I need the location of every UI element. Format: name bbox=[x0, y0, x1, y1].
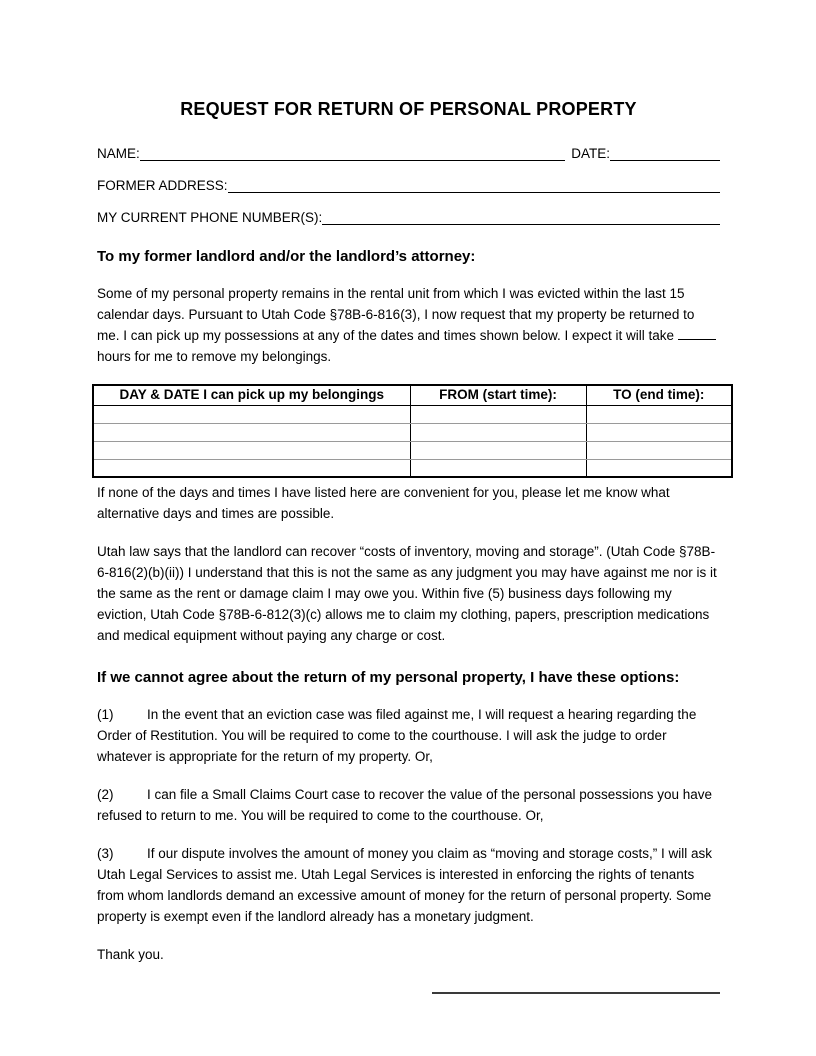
column-header-day-date: DAY & DATE I can pick up my belongings bbox=[93, 385, 410, 405]
name-date-field-row bbox=[97, 146, 720, 161]
pickup-table-row bbox=[93, 405, 732, 423]
option-1-number: (1) bbox=[97, 707, 114, 722]
name-blank-line[interactable] bbox=[140, 146, 565, 161]
intro-paragraph bbox=[97, 283, 720, 367]
signature-blank-line[interactable] bbox=[432, 992, 720, 994]
pickup-table-cell[interactable] bbox=[93, 459, 410, 477]
option-3-paragraph bbox=[97, 843, 720, 927]
alternative-note-paragraph: If none of the days and times I have listed here are convenient for you, please let me know what alternative days and times are possible. bbox=[97, 485, 670, 521]
option-2-text: I can file a Small Claims Court case to recover the value of the personal possessions you have refused to return to me. You will be required to come to the courthouse. Or, bbox=[97, 787, 713, 823]
option-1-paragraph bbox=[97, 704, 720, 767]
pickup-table-row bbox=[93, 459, 732, 477]
page-title: REQUEST FOR RETURN OF PERSONAL PROPERTY bbox=[180, 99, 637, 119]
pickup-table-body bbox=[93, 405, 732, 477]
option-2-number: (2) bbox=[97, 787, 114, 802]
pickup-schedule-table bbox=[92, 384, 733, 478]
option-2-paragraph bbox=[97, 784, 720, 826]
pickup-table-cell[interactable] bbox=[586, 459, 732, 477]
date-blank-line[interactable] bbox=[610, 146, 720, 161]
pickup-table-row bbox=[93, 423, 732, 441]
closing-text: Thank you. bbox=[97, 947, 164, 962]
former-address-field-row bbox=[97, 178, 720, 193]
phone-field-row bbox=[97, 210, 720, 225]
pickup-table-cell[interactable] bbox=[586, 405, 732, 423]
pickup-table-cell[interactable] bbox=[93, 441, 410, 459]
pickup-table-cell[interactable] bbox=[410, 423, 586, 441]
pickup-table-cell[interactable] bbox=[410, 459, 586, 477]
option-3-text: If our dispute involves the amount of money you claim as “moving and storage costs,” I will ask Utah Legal Services to assist me. Utah Legal Services is interested in enforcing the rights of tenants from whom landlords demand an excessive amount of money for the return of personal property. Some property is exempt even if the landlord already has a monetary judgment. bbox=[97, 846, 713, 924]
pickup-table-cell[interactable] bbox=[410, 441, 586, 459]
column-header-to: TO (end time): bbox=[586, 385, 732, 405]
option-1-text: In the event that an eviction case was filed against me, I will request a hearing regarding the Order of Restitution. You will be required to come to the courthouse. I will ask the judge to order whatever is appropriate for the return of my property. Or, bbox=[97, 707, 697, 764]
name-label: NAME: bbox=[97, 146, 140, 161]
pickup-table-cell[interactable] bbox=[93, 405, 410, 423]
former-address-blank-line[interactable] bbox=[228, 178, 720, 193]
pickup-table-cell[interactable] bbox=[410, 405, 586, 423]
pickup-table-header-row bbox=[93, 385, 732, 405]
option-3-number: (3) bbox=[97, 846, 114, 861]
pickup-table-row bbox=[93, 441, 732, 459]
intro-text-before-blank: Some of my personal property remains in the rental unit from which I was evicted within the last 15 calendar days. Pursuant to Utah Code §78B-6-816(3), I now request that my property be returned to me. I can pick up my possessions at any of the dates and times shown below. I expect it will take bbox=[97, 286, 695, 343]
pickup-table-cell[interactable] bbox=[93, 423, 410, 441]
landlord-section-heading: To my former landlord and/or the landlord’s attorney: bbox=[97, 248, 476, 265]
former-address-label: FORMER ADDRESS: bbox=[97, 178, 228, 193]
pickup-table-cell[interactable] bbox=[586, 441, 732, 459]
date-label: DATE: bbox=[571, 146, 610, 161]
law-paragraph: Utah law says that the landlord can recover “costs of inventory, moving and storage”. (Utah Code §78B-6-816(2)(b)(ii)) I understand that this is not the same as any judgment you may have against me nor is it the same as the rent or damage claim I may owe you. Within five (5) business days following my eviction, Utah Code §78B-6-812(3)(c) allows me to claim my clothing, papers, prescription medications and medical equipment without paying any charge or cost. bbox=[97, 544, 717, 643]
intro-text-after-blank: hours for me to remove my belongings. bbox=[97, 349, 332, 364]
options-section-heading: If we cannot agree about the return of my personal property, I have these options: bbox=[97, 669, 680, 686]
hours-blank-line[interactable] bbox=[678, 327, 716, 340]
phone-label: MY CURRENT PHONE NUMBER(S): bbox=[97, 210, 323, 225]
column-header-from: FROM (start time): bbox=[410, 385, 586, 405]
phone-blank-line[interactable] bbox=[322, 210, 720, 225]
pickup-table-cell[interactable] bbox=[586, 423, 732, 441]
